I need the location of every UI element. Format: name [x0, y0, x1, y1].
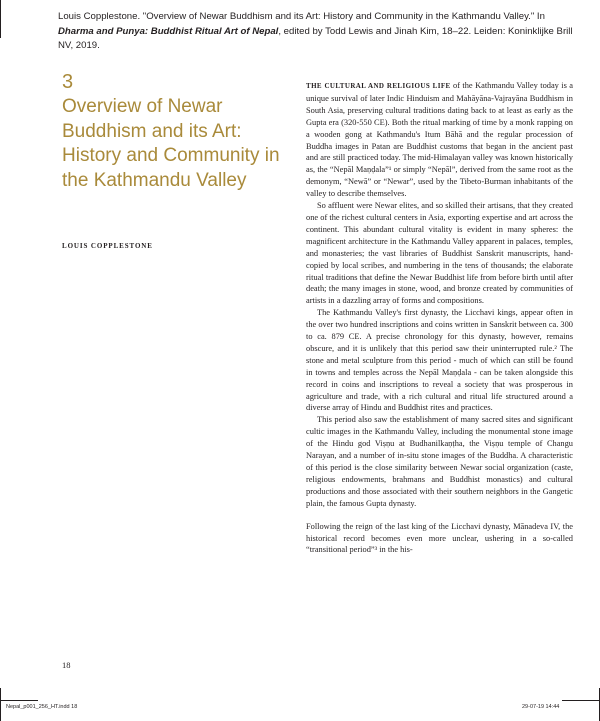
citation [58, 10, 578, 54]
slug-timestamp: 29-07-19 14:44 [522, 704, 560, 710]
paragraph-4: This period also saw the establishment of many sacred sites and significant cultic images in the Kathmandu Valley, including the monumental stone image of the Hindu god Viṣṇu at Budhanilkaṇṭha, the Viṣṇu temple of Changu Narayan, and a number of in-situ stone images of the Buddha. A characteristic of this period is the close similarity between Newar social organization (caste, religious endowments, brahmans and Buddhist monastics) and cultural productions and those associated with their southern neighbors in the Gangetic plain, the famous Gupta dynasty. [306, 415, 573, 508]
paragraph-2: So affluent were Newar elites, and so skilled their artisans, that they created one of the richest cultural centers in Asia, exporting expertise and art across the continent. This abundant cultural vitality is evident in many spheres: the magnificent architecture in the Kathmandu Valley apparent in palaces, temples, and monasteries; the vast libraries of Buddhist Sanskrit manuscripts, hand-copied by local scribes, and numbering in the tens of thousands; the elaborate ritual traditions that define the Newar Buddhist life from before birth until after death; the many images in stone, wood, and bronze created by communities of artists in a dazzling array of forms and compositions. [306, 201, 573, 306]
citation-rest: , edited by Todd Lewis and Jinah Kim, 18–22. Leiden: Koninklijke Brill NV, 2019. [58, 25, 573, 51]
paragraph-1-text: of the Kathmandu Valley today is a unique survival of later Indic Hinduism and Mahāyāna-Vajrayāna Buddhism in South Asia, preserving cultural traditions dating back to at least as early as the Gupta era (320-550 CE). Both the ritual marking of time by a monk rapping on a wooden gong at Kathmandu's Itum Bāhā and the regular procession of Buddha images in Patan are Buddhist customs that began in the ancient past and are still practiced today. The mid-Himalayan valley was known historically as, the “Nepāl Maṇḍala”¹ or simply “Nepāl”, derived from the same root as the demonym, “Newā” or “Newar”, used by the Tibeto-Burman inhabitants of the valley to describe themselves. [306, 81, 574, 199]
slug-filename: Nepal_p001_256_HT.indd 18 [6, 704, 78, 710]
page-number: 18 [62, 660, 71, 670]
lead-in: THE CULTURAL AND RELIGIOUS LIFE [306, 82, 451, 90]
citation-author-text: Louis Copplestone. "Overview of Newar Buddhism and its Art: History and Community in the Kathmandu Valley." In [58, 11, 545, 22]
citation-book-title: Dharma and Punya: Buddhist Ritual Art of Nepal [58, 25, 279, 37]
chapter-author: LOUIS COPPLESTONE [62, 242, 153, 250]
chapter-number: 3 [62, 71, 74, 93]
crop-mark-bottom-left-v [0, 688, 1, 721]
crop-mark-bottom-left-h [0, 700, 38, 701]
crop-mark-bottom-right-h [562, 700, 600, 701]
paragraph-3: The Kathmandu Valley's first dynasty, the Licchavi kings, appear often in the over two hundred inscriptions and coins written in Sanskrit between ca. 300 to ca. 879 CE. A precise chronology for this dynasty, however, remains obscure, and it is unlikely that this period saw their uninterrupted rule.² The stone and metal sculpture from this period - much of which can still be found in towns and temples across the Nepāl Maṇḍala - can be taken alongside this record in coins and inscriptions to reveal a society that was prosperous in agriculture and trade, with a rich cultural and ritual life structured around a diverse array of Hindu and Buddhist rites and practices. [306, 308, 573, 413]
crop-mark-top-left [0, 0, 1, 38]
body-text [306, 80, 573, 556]
chapter-title: Overview of Newar Buddhism and its Art: History and Community in the Kathmandu Valley [62, 96, 280, 191]
paragraph-1 [306, 80, 573, 200]
paragraph-5: Following the reign of the last king of the Licchavi dynasty, Mānadeva IV, the historical record becomes even more unclear, ushering in a so-called “transitional period”³ in the his- [306, 521, 573, 555]
